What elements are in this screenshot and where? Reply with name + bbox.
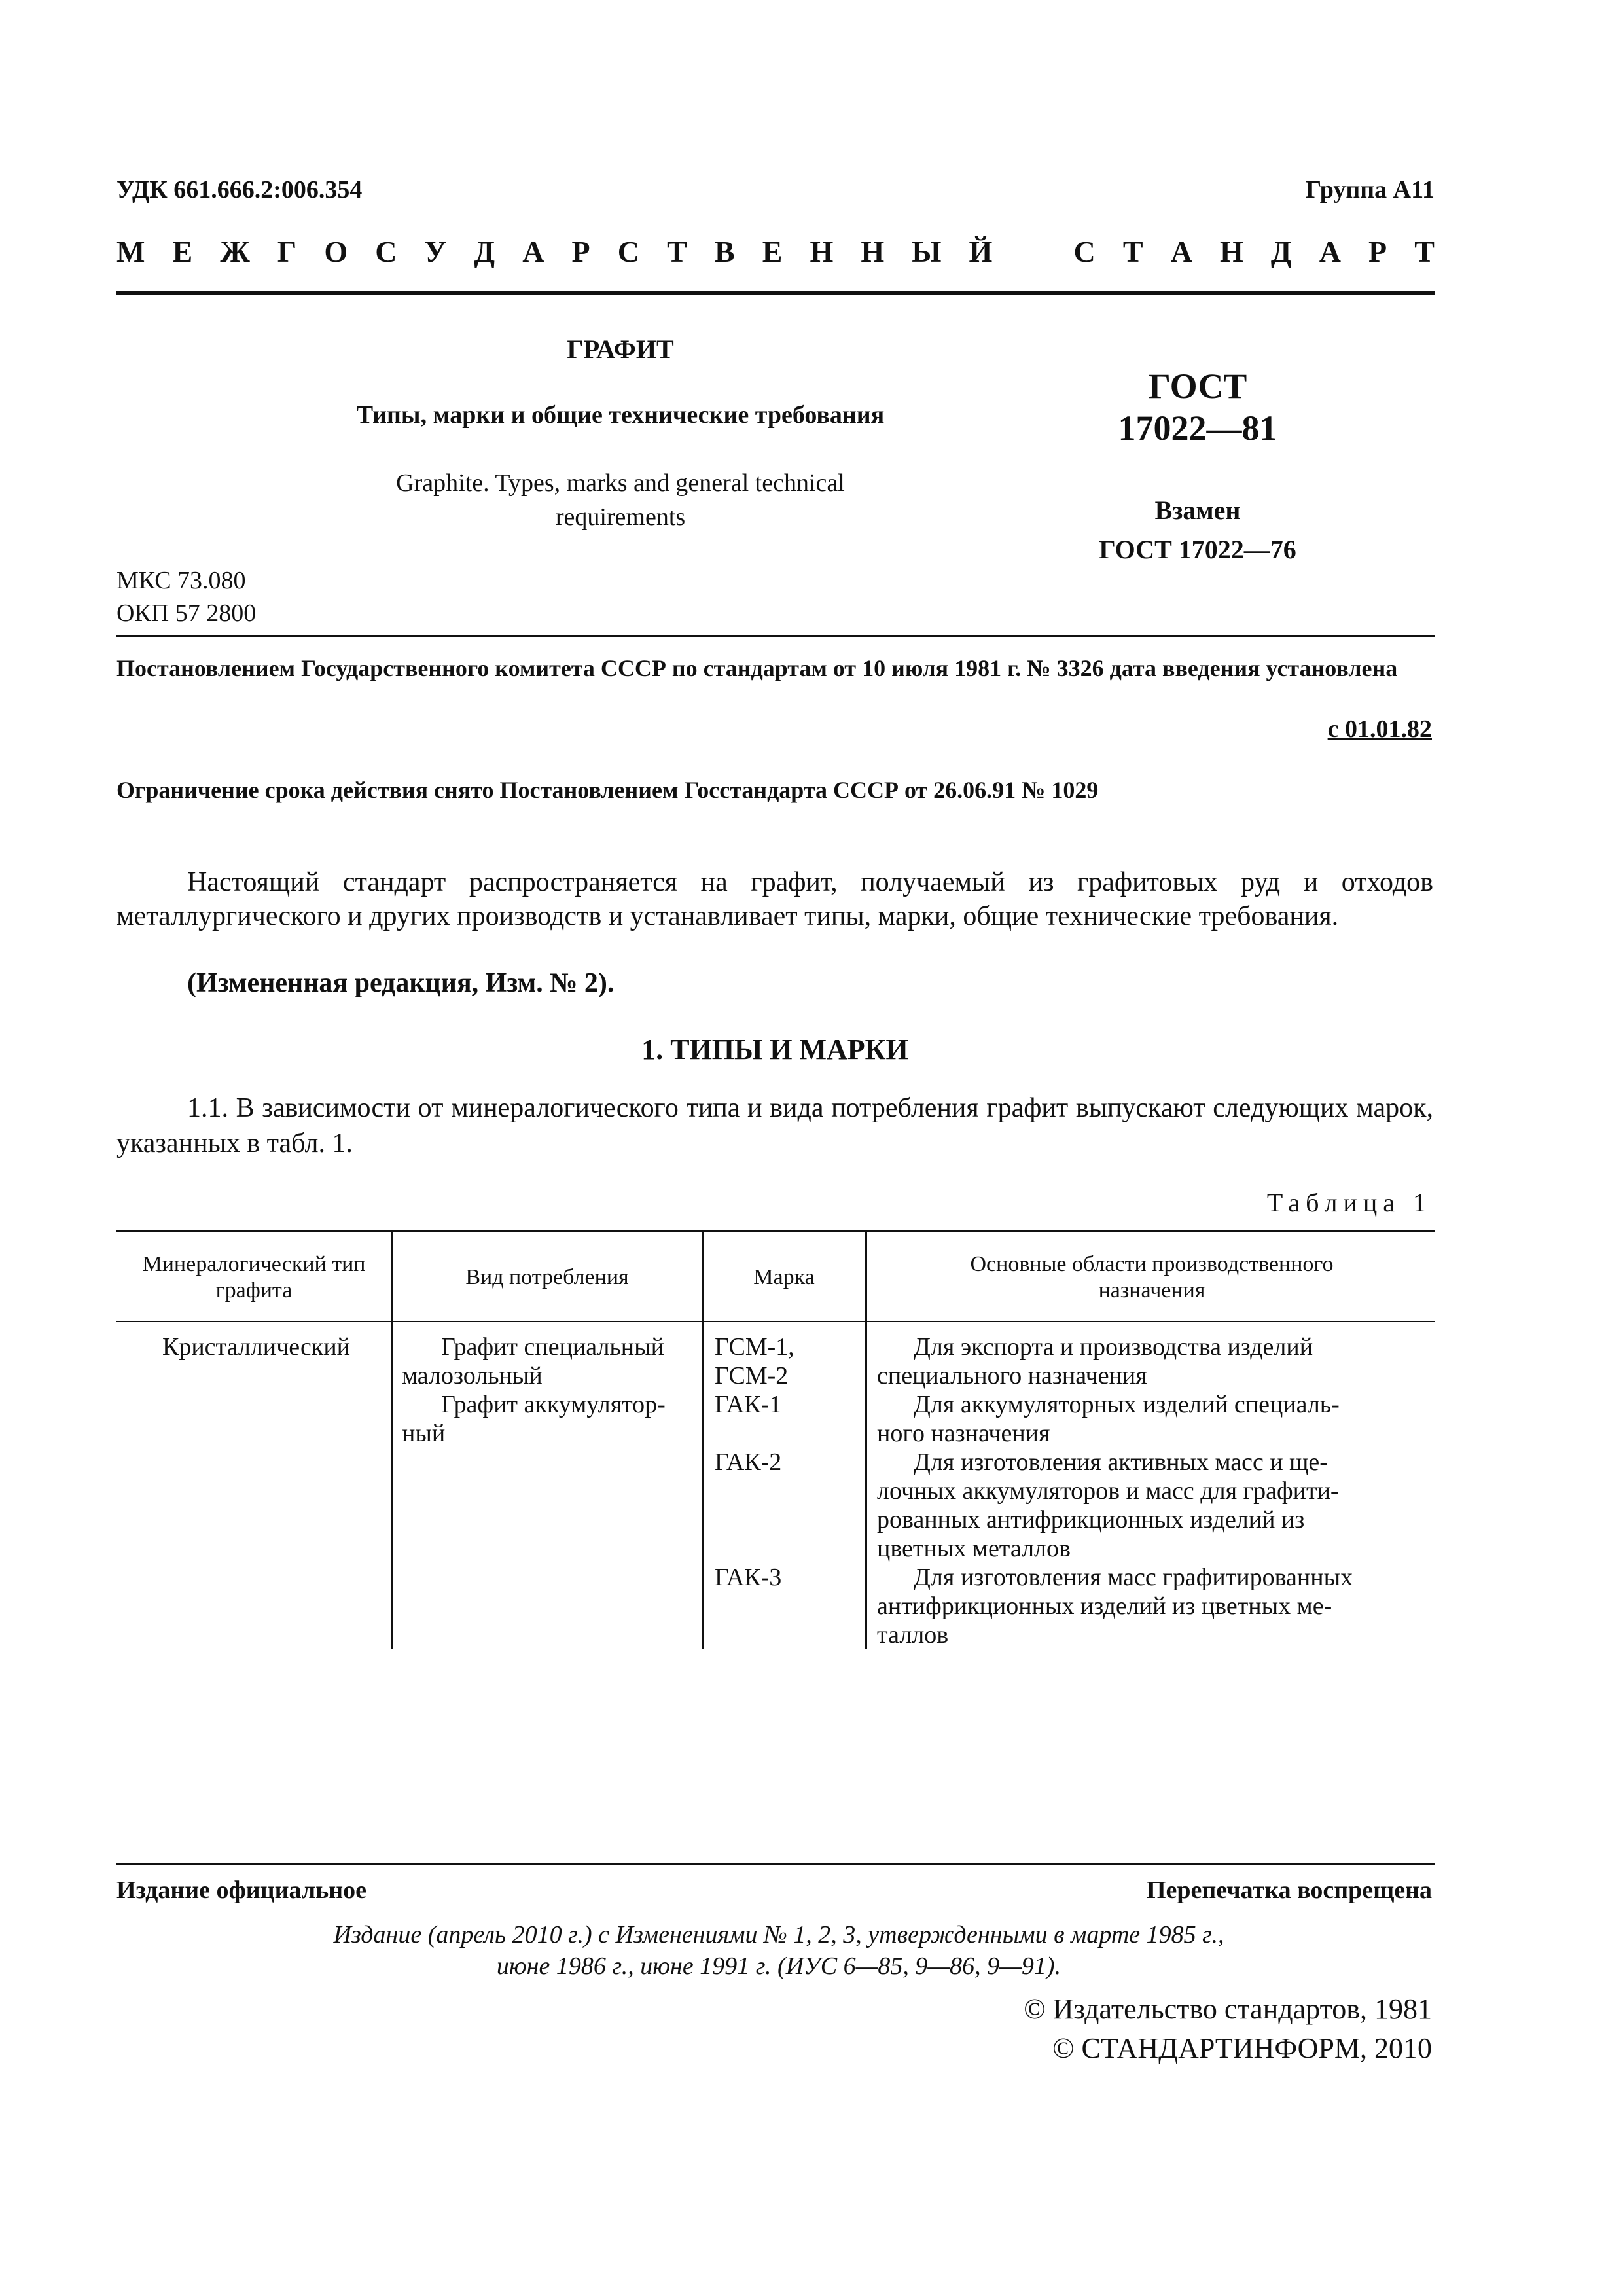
introduction-date: с 01.01.82 bbox=[1327, 715, 1432, 743]
banner-letter: Д bbox=[474, 235, 495, 268]
table-cell-area: Для аккумуляторных изделий специаль- bbox=[914, 1391, 1340, 1418]
replaces-code: ГОСТ 17022—76 bbox=[1099, 535, 1296, 564]
banner-word-gap bbox=[1020, 234, 1046, 269]
banner-letter: В bbox=[714, 235, 735, 268]
banner-letter: Ы bbox=[912, 235, 942, 268]
group-code: Группа А11 bbox=[1305, 176, 1435, 204]
banner-letter: С bbox=[1073, 235, 1096, 268]
banner-letter: Р bbox=[1368, 235, 1387, 268]
gost-label: ГОСТ bbox=[1148, 367, 1247, 406]
banner-letter: М bbox=[116, 235, 145, 268]
banner-letter: А bbox=[1319, 235, 1341, 268]
banner-letter: Р bbox=[571, 235, 590, 268]
banner-letter: С bbox=[375, 235, 397, 268]
banner-letter: Т bbox=[667, 235, 687, 268]
edit-note: (Измененная редакция, Изм. № 2). bbox=[187, 968, 615, 998]
table-cell-area: цветных металлов bbox=[877, 1535, 1071, 1562]
table-cell-area: таллов bbox=[877, 1621, 949, 1649]
banner-letter: Н bbox=[861, 235, 885, 268]
validity-limit-note: Ограничение срока действия снято Постановлением Госстандарта СССР от 26.06.91 № 1029 bbox=[116, 777, 1099, 803]
classification-codes bbox=[116, 564, 256, 630]
table-cell-area: Для изготовления активных масс и ще- bbox=[914, 1448, 1328, 1476]
table-cell-area: антифрикционных изделий из цветных ме- bbox=[877, 1592, 1332, 1620]
banner-letter: А bbox=[522, 235, 544, 268]
mks-code: МКС 73.080 bbox=[116, 567, 246, 594]
table-cell-usage: Графит аккумулятор- bbox=[441, 1391, 666, 1418]
edition-note-line: Издание (апрель 2010 г.) с Изменениями № 1, 2, 3, утвержденными в марте 1985 г., bbox=[333, 1921, 1224, 1948]
table-cell-area: ного назначения bbox=[877, 1420, 1050, 1447]
banner-letter: С bbox=[617, 235, 639, 268]
banner-letter: Т bbox=[1414, 235, 1435, 268]
table-cell-usage: Графит специальный bbox=[441, 1333, 664, 1361]
document-title: ГРАФИТ bbox=[567, 334, 674, 364]
banner-letter: О bbox=[324, 235, 348, 268]
edition-note-line: июне 1986 г., июне 1991 г. (ИУС 6—85, 9—86, 9—91). bbox=[496, 1952, 1061, 1980]
table-header-cell: Вид потребления bbox=[465, 1265, 629, 1289]
gost-number bbox=[1047, 365, 1348, 449]
scope-paragraph: Настоящий стандарт распространяется на графит, получаемый из графитовых руд и отходов металлургического и других производств и устанавливает типы, марки, общие технические требования. bbox=[116, 867, 1433, 931]
banner-letter: У bbox=[424, 235, 447, 268]
document-subtitle: Типы, марки и общие технические требования bbox=[356, 401, 885, 429]
banner-letter: Н bbox=[810, 235, 834, 268]
table-cell-type: Кристаллический bbox=[162, 1333, 351, 1361]
title-block-rule bbox=[116, 635, 1435, 637]
table-column-divider bbox=[391, 1230, 393, 1649]
gost-code: 17022—81 bbox=[1118, 408, 1277, 448]
section-heading: 1. ТИПЫ И МАРКИ bbox=[641, 1033, 908, 1066]
table-cell-area: рованных антифрикционных изделий из bbox=[877, 1506, 1305, 1534]
table-cell-mark: ГАК-1 bbox=[715, 1391, 782, 1418]
clause-1-1: 1.1. В зависимости от минералогического типа и вида потребления графит выпускают следующих марок, указанных в табл. 1. bbox=[116, 1093, 1433, 1158]
english-title-line: requirements bbox=[555, 503, 686, 531]
table-cell-area: лочных аккумуляторов и масс для графити- bbox=[877, 1477, 1339, 1505]
table-cell-area: специального назначения bbox=[877, 1362, 1147, 1390]
okp-code: ОКП 57 2800 bbox=[116, 600, 257, 627]
replaces-block bbox=[1047, 491, 1348, 569]
table-header-cell: Минералогический тип графита bbox=[142, 1252, 366, 1302]
table-column-divider bbox=[702, 1230, 704, 1649]
banner-letter: Н bbox=[1220, 235, 1243, 268]
banner-letter: Д bbox=[1270, 235, 1292, 268]
table-column-divider bbox=[865, 1230, 867, 1649]
table-header-cell: Основные области производственного назначения bbox=[970, 1252, 1334, 1302]
banner-letter: Ж bbox=[220, 235, 250, 268]
banner-letter: А bbox=[1170, 235, 1192, 268]
banner-letter: Т bbox=[1122, 235, 1143, 268]
table-caption: Таблица 1 bbox=[1266, 1188, 1432, 1217]
table-cell-mark: ГАК-3 bbox=[715, 1564, 782, 1591]
table-cell-mark: ГСМ-1, bbox=[715, 1333, 794, 1361]
english-title-line: Graphite. Types, marks and general technical bbox=[396, 469, 845, 497]
reprint-prohibited-label: Перепечатка воспрещена bbox=[1146, 1876, 1432, 1904]
table-cell-area: Для экспорта и производства изделий bbox=[914, 1333, 1313, 1361]
banner-letter: Е bbox=[762, 235, 783, 268]
banner-letter: Е bbox=[172, 235, 193, 268]
table-cell-usage: ный bbox=[402, 1420, 446, 1447]
edition-note bbox=[262, 1919, 1296, 1982]
table-cell-mark: ГАК-2 bbox=[715, 1448, 782, 1476]
table-header-cell: Марка bbox=[753, 1265, 815, 1289]
copyright-1981: © Издательство стандартов, 1981 bbox=[1024, 1993, 1432, 2025]
table-cell-mark: ГСМ-2 bbox=[715, 1362, 789, 1390]
udk-code: УДК 661.666.2:006.354 bbox=[116, 176, 363, 204]
decree-text: Постановлением Государственного комитета СССР по стандартам от 10 июля 1981 г. № 3326 дата введения установлена bbox=[116, 655, 1398, 681]
table-cell-area: Для изготовления масс графитированных bbox=[914, 1564, 1353, 1591]
replaces-label: Взамен bbox=[1154, 495, 1241, 525]
banner-letter: Г bbox=[277, 235, 297, 268]
copyright-2010: © СТАНДАРТИНФОРМ, 2010 bbox=[1052, 2032, 1432, 2064]
table-top-rule bbox=[116, 1230, 1435, 1232]
table-cell-usage: малозольный bbox=[402, 1362, 543, 1390]
official-edition-label: Издание официальное bbox=[116, 1876, 367, 1904]
banner-letter: Й bbox=[969, 235, 993, 268]
interstate-standard-banner bbox=[116, 234, 1435, 269]
english-title bbox=[346, 466, 895, 534]
footer-rule bbox=[116, 1863, 1435, 1865]
table-header-rule bbox=[116, 1321, 1435, 1322]
header-thick-rule bbox=[116, 291, 1435, 295]
